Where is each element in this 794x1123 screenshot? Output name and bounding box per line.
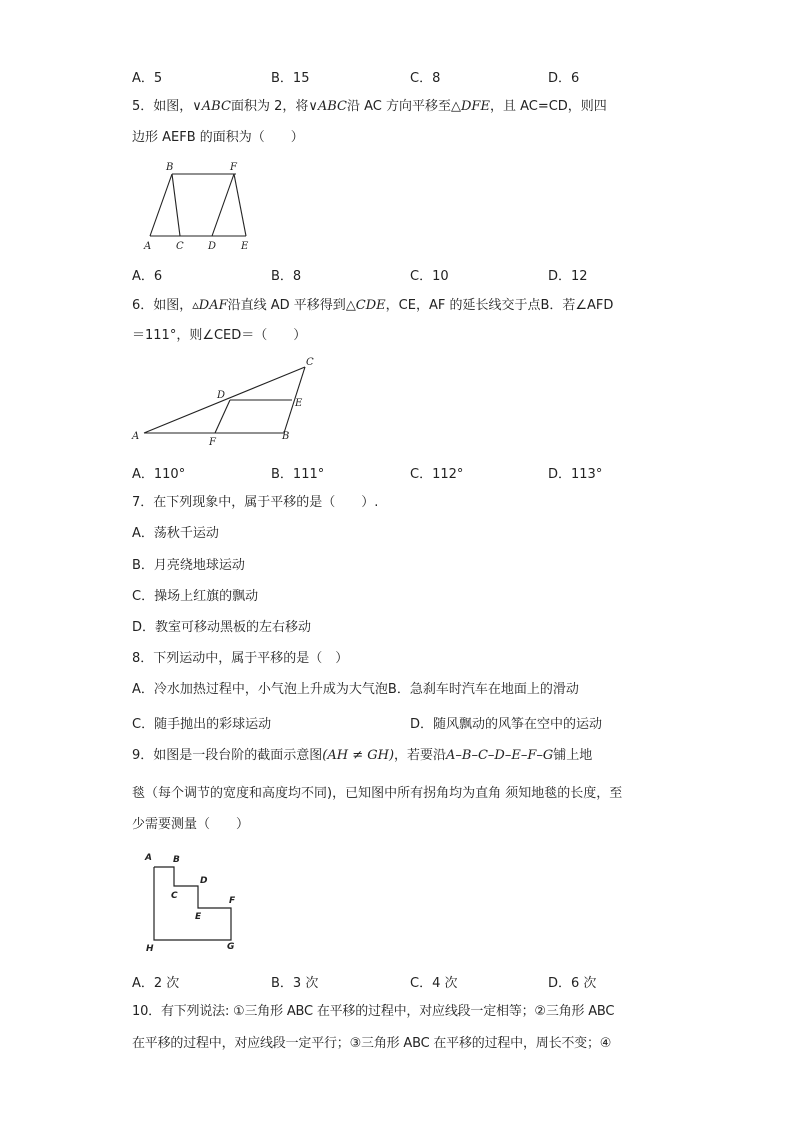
- q5-label-e: E: [241, 241, 249, 252]
- q9-label-g: G: [227, 942, 235, 952]
- q6-label-c: C: [306, 357, 314, 368]
- q6-stem-text: 沿直线 AD 平移得到: [227, 298, 346, 313]
- q6-option-b: B．111°: [271, 467, 325, 482]
- q9-label-e: E: [195, 912, 202, 922]
- q9-option-c: C．4 次: [410, 976, 458, 991]
- q8-stem: 8．下列运动中，属于平移的是（ ）: [132, 651, 349, 666]
- q4-option-b: B．15: [271, 71, 310, 86]
- q8-row1: [132, 681, 579, 699]
- q6-triangle-daf: ▵DAF: [192, 298, 228, 313]
- q5-stem-line1: [132, 98, 607, 116]
- q7-choice-a: A．荡秋千运动: [132, 526, 219, 541]
- q5-triangle-abc: ∨ABC: [192, 99, 231, 114]
- q6-triangle-cde: △CDE: [345, 298, 386, 313]
- q9-path: A–B–C–D–E–F–G: [446, 748, 554, 763]
- q5-triangle-abc: ∨ABC: [308, 99, 347, 114]
- q6-label-d: D: [217, 390, 226, 401]
- q5-stem-text: ，且 AC=CD，则四: [489, 99, 607, 114]
- q5-option-b: B．8: [271, 269, 302, 284]
- q5-option-d: D．12: [548, 269, 588, 284]
- q5-options: [132, 265, 692, 283]
- q9-label-c: C: [171, 891, 178, 901]
- q8-choice-b: B．急刹车时汽车在地面上的滑动: [387, 682, 579, 697]
- q4-option-c: C．8: [410, 71, 441, 86]
- q8-row2: [132, 713, 692, 731]
- q6-label-e: E: [295, 398, 303, 409]
- q5-option-a: A．6: [132, 269, 163, 284]
- q5-figure: [140, 158, 255, 253]
- q4-option-a: A．5: [132, 71, 163, 86]
- q6-option-a: A．110°: [132, 467, 186, 482]
- q4-options: [132, 67, 692, 85]
- q9-stem-line2: 毯（每个调节的宽度和高度均不同)，已知图中所有拐角均为直角 须知地毯的长度，至: [132, 786, 623, 801]
- q9-stem-line3: 少需要测量（ ）: [132, 817, 250, 832]
- q6-label-a: A: [132, 431, 140, 442]
- q9-stem-line1: [132, 747, 592, 765]
- q5-label-a: A: [144, 241, 152, 252]
- q5-stem-text: 沿 AC 方向平移至: [347, 99, 452, 114]
- q6-label-b: B: [282, 431, 290, 442]
- q5-label-f: F: [230, 162, 237, 173]
- q8-choice-c: C．随手抛出的彩球运动: [132, 717, 272, 732]
- q5-label-c: C: [176, 241, 184, 252]
- q9-options: [132, 972, 692, 990]
- q5-label-b: B: [166, 162, 174, 173]
- q9-label-b: B: [173, 855, 180, 865]
- q7-choice-b: B．月亮绕地球运动: [132, 558, 245, 573]
- q4-option-d: D．6: [548, 71, 580, 86]
- q9-stem-text: ，若要沿: [394, 748, 447, 763]
- q5-option-c: C．10: [410, 269, 449, 284]
- q9-label-a: A: [145, 853, 152, 863]
- q10-line1: 10．有下列说法: ①三角形 ABC 在平移的过程中，对应线段一定相等；②三角形 ABC: [132, 1004, 615, 1019]
- q5-triangle-dfe: △DFE: [451, 99, 490, 114]
- q9-option-b: B．3 次: [271, 976, 319, 991]
- q5-stem-line2: 边形 AEFB 的面积为（ ）: [132, 130, 304, 145]
- q6-label-f: F: [209, 437, 216, 448]
- q5-stem-text: 5．如图，: [132, 99, 193, 114]
- q6-stem-line2: ＝111°，则∠CED＝（ ）: [132, 328, 307, 343]
- q8-choice-a: A．冷水加热过程中，小气泡上升成为大气泡: [132, 682, 388, 697]
- q7-stem: 7．在下列现象中，属于平移的是（ ）.: [132, 495, 379, 510]
- q9-label-h: H: [146, 944, 154, 953]
- q6-figure: [128, 352, 328, 450]
- q7-choice-c: C．操场上红旗的飘动: [132, 589, 259, 604]
- q8-choice-d: D．随风飘动的风筝在空中的运动: [410, 717, 603, 732]
- q6-stem-text: 6．如图，: [132, 298, 193, 313]
- q9-option-a: A．2 次: [132, 976, 180, 991]
- q9-condition: (AH ≠ GH): [322, 748, 395, 763]
- q10-line2: 在平移的过程中，对应线段一定平行；③三角形 ABC 在平移的过程中，周长不变；④: [132, 1036, 612, 1051]
- q9-figure: [140, 848, 250, 953]
- q6-option-d: D．113°: [548, 467, 603, 482]
- q9-stem-text: 9．如图是一段台阶的截面示意图: [132, 748, 323, 763]
- q9-label-f: F: [229, 896, 236, 906]
- q6-options: [132, 463, 692, 481]
- q7-choice-d: D．教室可移动黑板的左右移动: [132, 620, 312, 635]
- q6-option-c: C．112°: [410, 467, 464, 482]
- q6-stem-text: ，CE，AF 的延长线交于点B．若∠AFD: [385, 298, 614, 313]
- q5-stem-text: 面积为 2，将: [230, 99, 309, 114]
- q5-label-d: D: [208, 241, 217, 252]
- q9-option-d: D．6 次: [548, 976, 597, 991]
- q9-stem-text: 铺上地: [553, 748, 593, 763]
- q6-stem-line1: [132, 297, 613, 315]
- q9-label-d: D: [200, 876, 208, 886]
